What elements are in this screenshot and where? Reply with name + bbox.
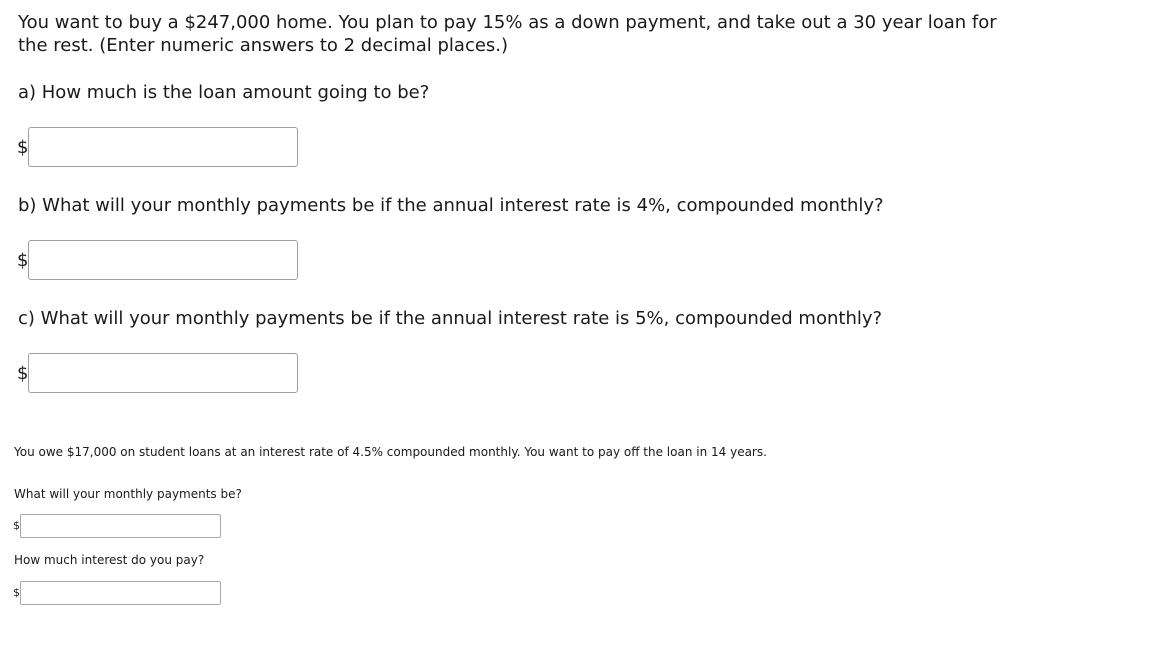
question-c-label: c) What will your monthly payments be if the annual interest rate is 5%, compounded monthly? bbox=[18, 308, 883, 329]
loan-amount-input[interactable] bbox=[28, 127, 298, 167]
currency-symbol: $ bbox=[13, 586, 20, 599]
monthly-payment-4pct-input[interactable] bbox=[28, 240, 298, 280]
question-b-label: b) What will your monthly payments be if the annual interest rate is 4%, compounded monthly? bbox=[18, 195, 884, 216]
problem1-intro: You want to buy a $247,000 home. You plan to pay 15% as a down payment, and take out a 30 year loan for the rest. (Enter numeric answers to 2 decimal places.) bbox=[18, 12, 997, 56]
interest-question-label: How much interest do you pay? bbox=[14, 553, 205, 567]
question-a-label: a) How much is the loan amount going to be? bbox=[18, 82, 430, 103]
currency-symbol: $ bbox=[13, 519, 20, 532]
currency-symbol: $ bbox=[17, 250, 29, 271]
monthly-payment-5pct-input[interactable] bbox=[28, 353, 298, 393]
student-loan-payment-input[interactable] bbox=[20, 514, 221, 538]
monthly-payment-question-label: What will your monthly payments be? bbox=[14, 487, 242, 501]
total-interest-input[interactable] bbox=[20, 581, 221, 605]
currency-symbol: $ bbox=[17, 363, 29, 384]
problem2-intro: You owe $17,000 on student loans at an interest rate of 4.5% compounded monthly. You want to pay off the loan in 14 years. bbox=[14, 445, 767, 459]
currency-symbol: $ bbox=[17, 137, 29, 158]
